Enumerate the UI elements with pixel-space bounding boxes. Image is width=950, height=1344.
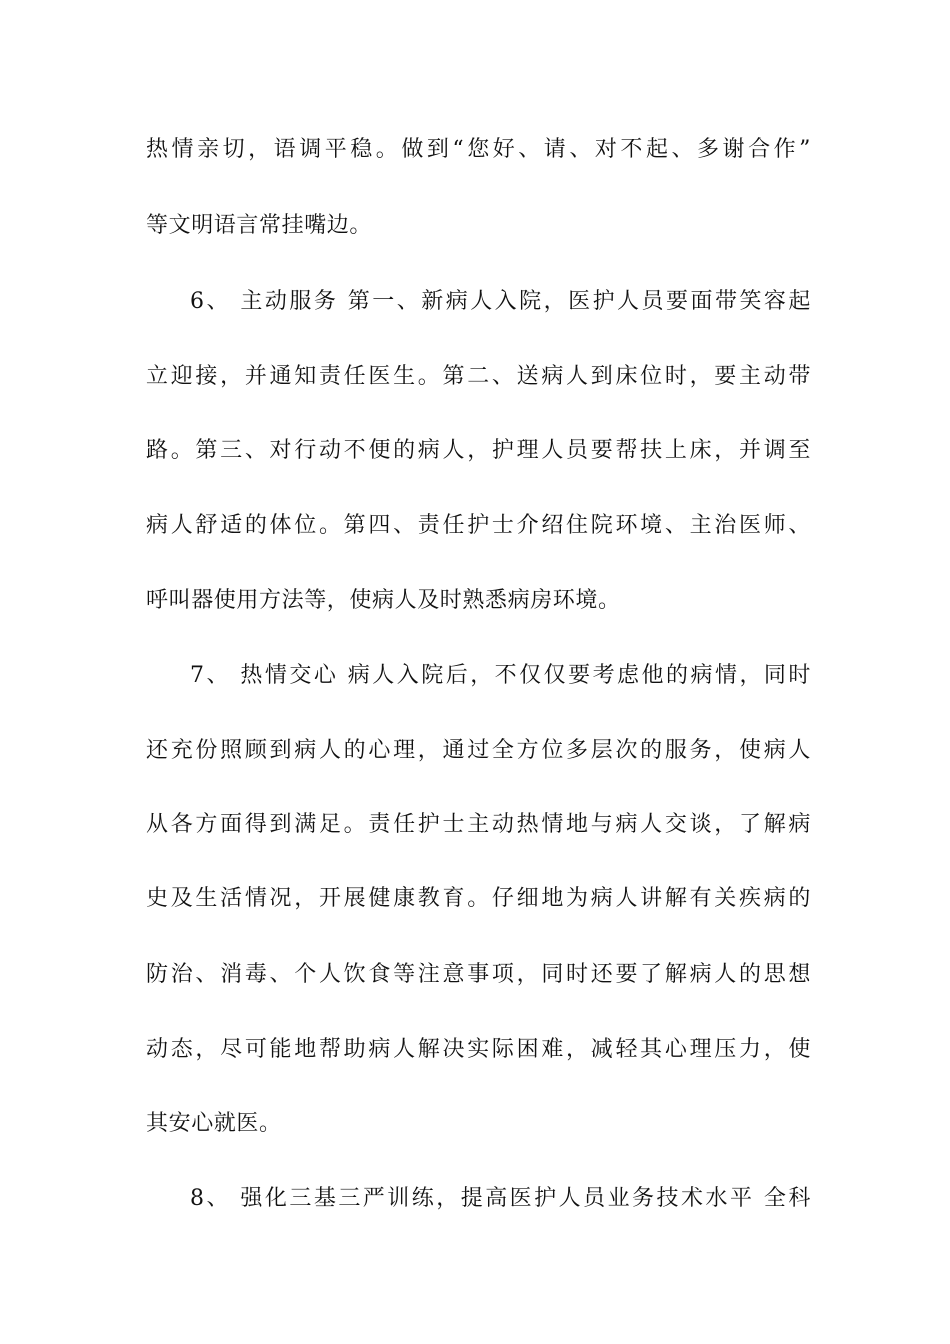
text-line: 路。第三、对行动不便的病人，护理人员要帮扶上床，并调至 — [146, 438, 811, 463]
text-line: 立迎接，并通知责任医生。第二、送病人到床位时，要主动带 — [146, 364, 811, 389]
paragraph-6-heading-line: 6、 主动服务 第一、新病人入院，医护人员要面带笑容起 — [190, 289, 811, 314]
text-line: 从各方面得到满足。责任护士主动热情地与病人交谈，了解病 — [146, 812, 811, 837]
text-line: 动态，尽可能地帮助病人解决实际困难，减轻其心理压力，使 — [146, 1037, 811, 1062]
text-line: 病人舒适的体位。第四、责任护士介绍住院环境、主治医师、 — [146, 513, 811, 538]
text-line: 热情亲切，语调平稳。做到“您好、请、对不起、多谢合作” — [146, 137, 811, 162]
text-line: 其安心就医。 — [146, 1111, 282, 1136]
paragraph-7-heading-line: 7、 热情交心 病人入院后，不仅仅要考虑他的病情，同时 — [190, 663, 811, 688]
text-line: 还充份照顾到病人的心理，通过全方位多层次的服务，使病人 — [146, 738, 811, 763]
paragraph-8-heading-line: 8、 强化三基三严训练，提高医护人员业务技术水平 全科 — [190, 1186, 811, 1211]
text-line: 防治、消毒、个人饮食等注意事项，同时还要了解病人的思想 — [146, 962, 811, 987]
text-line: 呼叫器使用方法等，使病人及时熟悉病房环境。 — [146, 588, 621, 613]
text-line: 等文明语言常挂嘴边。 — [146, 213, 373, 238]
text-line: 史及生活情况，开展健康教育。仔细地为病人讲解有关疾病的 — [146, 886, 811, 911]
